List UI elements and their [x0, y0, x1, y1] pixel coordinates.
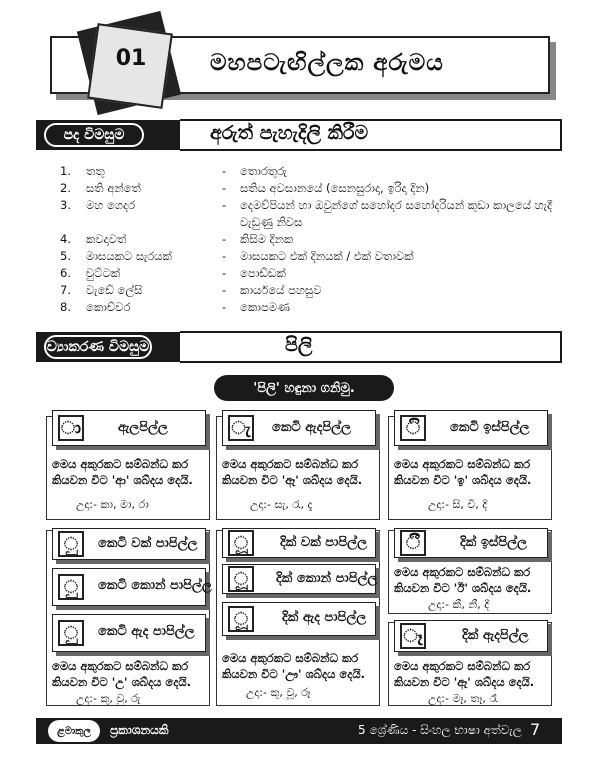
card-example: උදා:- කා, මා, රා: [76, 498, 149, 511]
vocab-word: තතු: [86, 164, 105, 178]
vocab-row: [60, 163, 570, 180]
vocab-num: 2.: [60, 181, 71, 195]
chapter-title: මහපටැඟිල්ලක අරුමය: [210, 50, 444, 76]
card-title: දික් වක් පාපිල්ල: [280, 535, 367, 550]
card-desc-line2: කියවන විට 'ඈ' ශබ්දය දෙයි.: [394, 675, 535, 689]
card-title: කෙටි ඇදපිල්ල: [272, 420, 351, 435]
vocab-num: 1.: [60, 164, 71, 178]
identify-pili-heading: 'පිලි' හඳුනා ගනිමු.: [214, 375, 394, 401]
vocab-word: මාසයකට සැරයක්: [86, 249, 172, 263]
vocab-dash: -: [222, 300, 227, 314]
keti-kon-papilla-glyph: ු: [58, 574, 84, 600]
vocab-row: [60, 282, 570, 299]
vocab-num: 7.: [60, 283, 71, 297]
page-number: 7: [530, 720, 541, 739]
card-example: උදා:- කු, වු, රු: [76, 692, 141, 705]
card-title: දික් ඇද පාපිල්ල: [282, 610, 367, 625]
vocab-row: [60, 265, 570, 282]
card-title: ඇලපිල්ල: [118, 420, 168, 435]
card-desc-line2: කියවන විට 'ඌ' ශබ්දය දෙයි.: [222, 667, 365, 681]
card-example: උදා:- මෑ, තෑ, රෑ: [428, 692, 498, 705]
footer-book-title: 5 ශ්‍රේණිය - සිංහල භාෂා අත්වැල: [358, 723, 522, 737]
card-title: දික් ඉස්පිල්ල: [460, 535, 527, 550]
card-desc-line1: මෙය අකුරකට සම්බන්ධ කර: [394, 659, 531, 673]
card-desc-line2: කියවන විට 'ඉ' ශබ්දය දෙයි.: [394, 473, 532, 487]
card-desc-line2: කියවන විට 'ඈ' ශබ්දය දෙයි.: [222, 473, 363, 487]
vocab-list: [60, 163, 570, 316]
card-desc-line1: මෙය අකුරකට සම්බන්ධ කර: [52, 659, 189, 673]
vocab-word: කොච්චර: [86, 300, 131, 314]
card-title: කෙටි ඉස්පිල්ල: [450, 420, 530, 435]
vocab-dash: -: [222, 198, 227, 212]
dik-ispilla-glyph: ී: [400, 530, 426, 556]
publisher-logo: ළමාකුල: [48, 720, 100, 742]
card-desc-line1: මෙය අකුරකට සම්බන්ධ කර: [222, 651, 359, 665]
vocab-meaning: තොරතුරු: [240, 164, 287, 178]
vocab-dash: -: [222, 164, 227, 178]
keti-aeda-papilla-glyph: ු: [58, 620, 84, 646]
vocab-num: 5.: [60, 249, 71, 263]
grammar-section-title: පිලි: [285, 334, 313, 356]
vocab-row: [60, 248, 570, 265]
card-title: කෙටි කොන් පාපිල්ල: [98, 578, 212, 593]
aelapilla-glyph: ා: [58, 415, 84, 441]
vocab-row: [60, 299, 570, 316]
vocab-dash: -: [222, 249, 227, 263]
card-example: උදා:- කූ, වූ, රූ: [246, 686, 311, 699]
vocab-num: 3.: [60, 198, 71, 212]
vocab-section-label: පද විමසුම: [44, 123, 144, 147]
card-desc-line1: මෙය අකුරකට සම්බන්ධ කර: [222, 457, 359, 471]
vocab-word: වැඩේ ලේසි: [86, 283, 143, 297]
dik-aeda-papilla-glyph: ූ: [228, 606, 254, 632]
vocab-word: කවදාවත්: [86, 232, 127, 246]
keti-wak-papilla-glyph: ු: [58, 531, 84, 557]
card-desc-line1: මෙය අකුරකට සම්බන්ධ කර: [394, 565, 531, 579]
vocab-num: 8.: [60, 300, 71, 314]
vocab-meaning: සතිය අවසානයේ (සෙනසුරාදා, ඉරිදා දින): [240, 181, 430, 195]
card-desc-line2: කියවන විට 'උ' ශබ්දය දෙයි.: [52, 675, 191, 689]
vocab-meaning: කොපමණ: [240, 300, 290, 314]
lesson-number: 01: [115, 46, 147, 71]
vocab-row: [60, 180, 570, 197]
card-desc-line2: කියවන විට 'ඊ' ශබ්දය දෙයි.: [394, 581, 532, 595]
card-title: දික් ඇදපිල්ල: [462, 628, 529, 643]
vocab-dash: -: [222, 181, 227, 195]
vocab-dash: -: [222, 266, 227, 280]
vocab-meaning: දෙමව්පියන් හා ඔවුන්ගේ සහෝදර සහෝදරියන් කුඩා කාලයේ හැදී: [240, 198, 553, 212]
vocab-word: සති අන්තේ: [86, 181, 141, 195]
vocab-dash: -: [222, 283, 227, 297]
vocab-word: මහ ගෙදර: [86, 198, 136, 212]
vocab-section-title: අරුත් පැහැදිලි කිරීම: [210, 122, 369, 144]
card-desc-line1: මෙය අකුරකට සම්බන්ධ කර: [394, 457, 531, 471]
card-example: උදා:- සැ, රැ, දැ: [250, 498, 313, 511]
keti-aedapilla-glyph: ැ: [228, 415, 254, 441]
keti-ispilla-glyph: ි: [400, 415, 426, 441]
card-title: කෙටි ඇද පාපිල්ල: [98, 624, 195, 639]
dik-wak-papilla-glyph: ූ: [228, 530, 254, 556]
card-desc-line2: කියවන විට 'ආ' ශබ්දය දෙයි.: [52, 473, 193, 487]
vocab-num: 6.: [60, 266, 71, 280]
grammar-title-box: [180, 331, 562, 363]
vocab-dash: -: [222, 232, 227, 246]
card-example: උදා:- කී, නී, දී: [428, 598, 490, 611]
vocab-num: 4.: [60, 232, 71, 246]
card-desc-line1: මෙය අකුරකට සම්බන්ධ කර: [52, 457, 189, 471]
vocab-meaning-continued: වැඩුණු නිවස: [240, 215, 303, 229]
dik-kon-papilla-glyph: ූ: [228, 566, 254, 592]
card-title: කෙටි වක් පාපිල්ල: [98, 536, 198, 551]
vocab-row: [60, 197, 570, 214]
card-example: උදා:- සි, වි, දි: [428, 498, 488, 511]
vocab-meaning: පොඩ්ඩක්: [240, 266, 286, 280]
dik-aedapilla-glyph: ෑ: [400, 623, 426, 649]
card-title: දික් කොන් පාපිල්ල: [276, 571, 378, 586]
vocab-meaning: මාසයකට එක් දිනයක් / එක් වතාවක්: [240, 249, 414, 263]
vocab-meaning: කාර්යයේ පහසුව: [240, 283, 322, 297]
grammar-section-label: ව්‍යාකරණ විමසුම: [44, 335, 152, 359]
vocab-meaning: කිසිම දිනක: [240, 232, 294, 246]
vocab-row: [60, 231, 570, 248]
vocab-word: චුට්ටක්: [86, 266, 121, 280]
footer-publisher: ප්‍රකාශනයකි: [110, 723, 169, 737]
